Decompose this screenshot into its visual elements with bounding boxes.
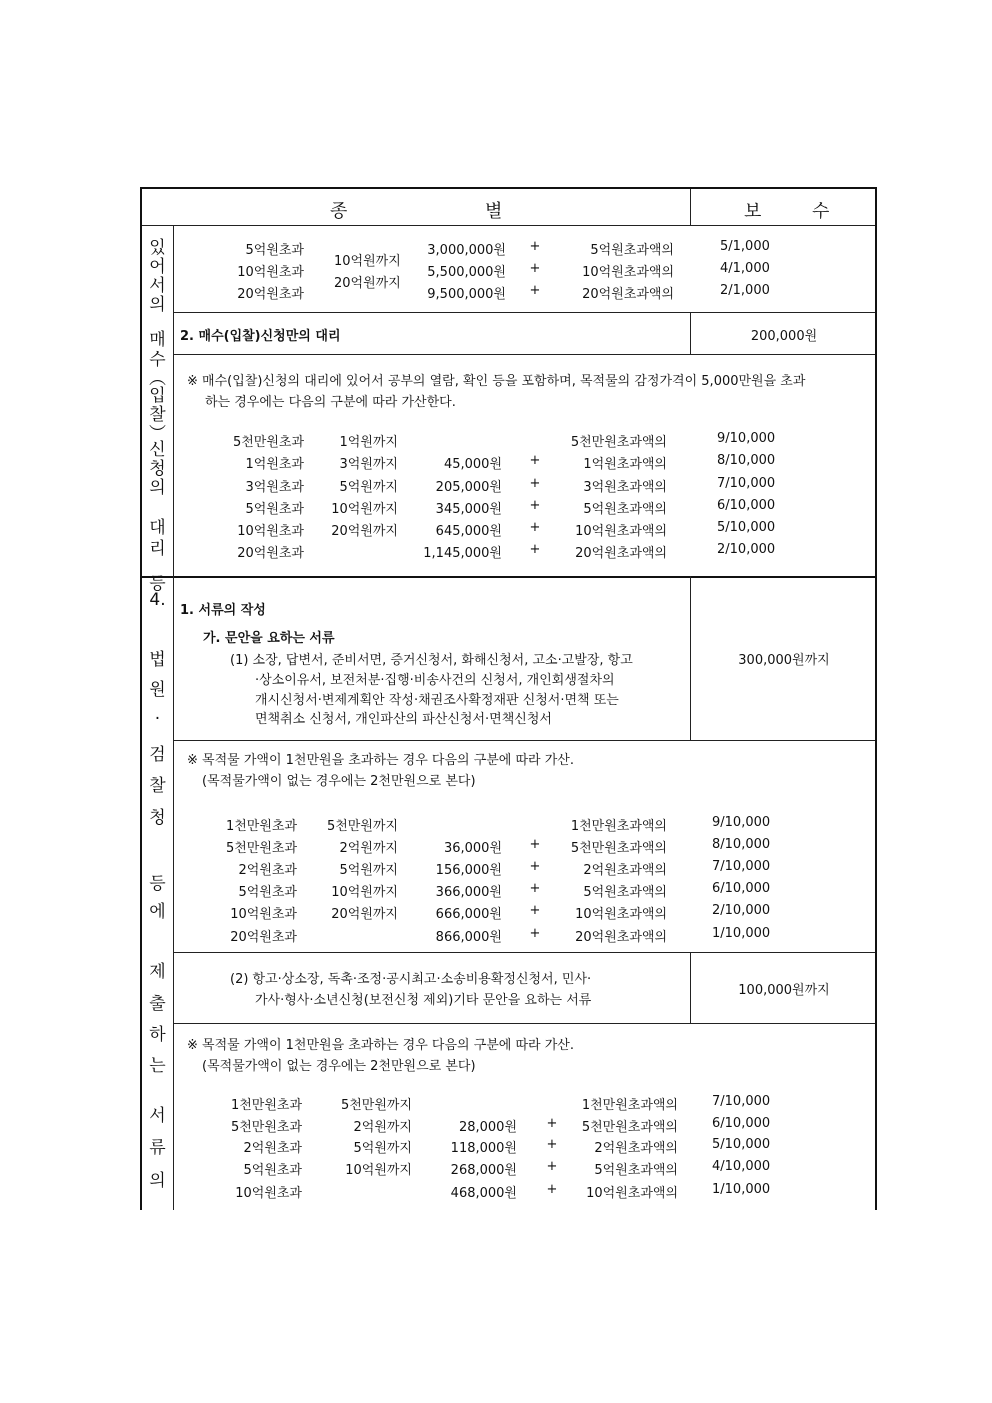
tier-base: 666,000원 [435, 907, 502, 922]
tier-from: 5억원초과 [245, 243, 304, 258]
tier-rate: 7/10,000 [717, 476, 776, 491]
tier-to: 5억원까지 [339, 480, 398, 495]
vchar: 검 [149, 745, 166, 765]
tier-base: 268,000원 [450, 1163, 517, 1178]
tier-rate: 7/10,000 [712, 1094, 771, 1109]
item-title: 2. 매수(입찰)신청만의 대리 [180, 329, 341, 344]
tier-excess: 5천만원초과액의 [570, 435, 667, 450]
vchar: 서 [149, 276, 166, 296]
vchar: 청 [149, 808, 166, 828]
tier-excess: 5억원초과액의 [590, 243, 674, 258]
tier-op: + [529, 837, 541, 852]
item-title: 1. 서류의 작성 [180, 603, 266, 618]
tier-rate: 1/10,000 [712, 1182, 771, 1197]
tier-rate: 2/10,000 [712, 903, 771, 918]
tier-from: 1억원초과 [245, 457, 304, 472]
tier-excess: 10억원초과액의 [586, 1186, 678, 1201]
tier-op: + [529, 926, 541, 941]
tier-excess: 20억원초과액의 [582, 287, 674, 302]
tier-base: 9,500,000원 [427, 287, 506, 302]
tier-to: 10억원까지 [334, 254, 401, 269]
note-text: (목적물가액이 없는 경우에는 2천만원으로 본다) [202, 774, 476, 789]
tier-excess: 5천만원초과액의 [581, 1120, 678, 1135]
tier-excess: 1억원초과액의 [583, 457, 667, 472]
row-divider [142, 225, 875, 226]
tier-op: + [529, 520, 541, 535]
tier-to: 1억원까지 [339, 435, 398, 450]
note-text: ※ 목적물 가액이 1천만원을 초과하는 경우 다음의 구분에 따라 가산. [187, 753, 574, 768]
tier-op: + [529, 859, 541, 874]
tier-rate: 8/10,000 [712, 837, 771, 852]
tier-op: + [529, 881, 541, 896]
fee-table [140, 187, 877, 1210]
vchar: 리 [149, 539, 166, 559]
note-text: ※ 목적물 가액이 1천만원을 초과하는 경우 다음의 구분에 따라 가산. [187, 1038, 574, 1053]
vchar: 찰 [149, 405, 166, 425]
tier-rate: 4/1,000 [720, 261, 770, 276]
tier-to: 10억원까지 [331, 502, 398, 517]
vchar: 청 [149, 459, 166, 479]
tier-from: 2억원초과 [243, 1141, 302, 1156]
tier-rate: 7/10,000 [712, 859, 771, 874]
tier-base: 3,000,000원 [427, 243, 506, 258]
row-divider [173, 1023, 875, 1024]
tier-from: 10억원초과 [237, 524, 304, 539]
vchar: 있 [149, 238, 166, 258]
tier-excess: 10억원초과액의 [575, 524, 667, 539]
header-type-label-b: 별 [485, 201, 503, 222]
tier-rate: 6/10,000 [717, 498, 776, 513]
vchar: 하 [149, 1025, 166, 1045]
tier-from: 5억원초과 [245, 502, 304, 517]
vchar: 어 [149, 257, 166, 277]
vchar: 대 [149, 518, 166, 538]
vchar: 신 [149, 440, 166, 460]
tier-to: 5천만원까지 [340, 1098, 412, 1113]
tier-from: 5억원초과 [238, 885, 297, 900]
tier-to: 10억원까지 [345, 1163, 412, 1178]
tier-excess: 2억원초과액의 [594, 1141, 678, 1156]
vchar: 수 [149, 350, 166, 370]
tier-excess: 2억원초과액의 [583, 863, 667, 878]
vchar: 에 [149, 902, 166, 922]
tier-base: 36,000원 [443, 841, 502, 856]
vchar: 출 [149, 994, 166, 1014]
header-fee-label-b: 수 [812, 201, 830, 222]
tier-op: + [529, 261, 541, 276]
vchar: 의 [149, 478, 166, 498]
tier-base: 468,000원 [450, 1186, 517, 1201]
vchar: 서 [149, 1106, 166, 1126]
tier-excess: 5천만원초과액의 [570, 841, 667, 856]
tier-op: + [546, 1116, 558, 1131]
tier-excess: 5억원초과액의 [594, 1163, 678, 1178]
tier-op: + [546, 1159, 558, 1174]
vchar: 등 [149, 874, 166, 894]
tier-excess: 5억원초과액의 [583, 502, 667, 517]
tier-op: + [529, 476, 541, 491]
item-fee: 300,000원까지 [738, 653, 830, 668]
tier-to: 10억원까지 [331, 885, 398, 900]
tier-from: 5억원초과 [243, 1163, 302, 1178]
vchar: 법 [149, 650, 166, 670]
item-fee: 200,000원 [750, 329, 818, 344]
tier-op: + [529, 453, 541, 468]
doc-list-line: (1) 소장, 답변서, 준비서면, 증거신청서, 화해신청서, 고소·고발장, 항고 [230, 653, 633, 668]
tier-base: 5,500,000원 [427, 265, 506, 280]
tier-to: 20억원까지 [331, 524, 398, 539]
tier-base: 118,000원 [450, 1141, 517, 1156]
item-fee: 100,000원까지 [738, 983, 830, 998]
tier-rate: 9/10,000 [717, 431, 776, 446]
tier-from: 3억원초과 [245, 480, 304, 495]
row-divider [173, 740, 875, 741]
note-text: 하는 경우에는 다음의 구분에 따라 가산한다. [205, 395, 456, 410]
tier-excess: 10억원초과액의 [575, 907, 667, 922]
tier-from: 10억원초과 [230, 907, 297, 922]
section3-vertical-label [142, 233, 173, 594]
doc-list-line: 면책취소 신청서, 개인파산의 파산신청서·면책신청서 [255, 712, 552, 727]
tier-base: 1,145,000원 [423, 546, 502, 561]
tier-from: 20억원초과 [237, 546, 304, 561]
vchar: 는 [149, 1056, 166, 1076]
vchar: ︵ [149, 369, 166, 389]
tier-rate: 1/10,000 [712, 926, 771, 941]
tier-from: 20억원초과 [230, 930, 297, 945]
tier-to: 20억원까지 [331, 907, 398, 922]
col-divider [173, 225, 174, 1210]
row-divider [173, 354, 875, 355]
tier-op: + [529, 239, 541, 254]
tier-rate: 4/10,000 [712, 1159, 771, 1174]
tier-op: + [529, 498, 541, 513]
header-fee-label-a: 보 [744, 201, 762, 222]
tier-from: 5천만원초과 [225, 841, 297, 856]
tier-rate: 6/10,000 [712, 1116, 771, 1131]
tier-rate: 9/10,000 [712, 815, 771, 830]
tier-base: 866,000원 [435, 930, 502, 945]
tier-to: 2억원까지 [353, 1120, 412, 1135]
vchar: · [154, 709, 161, 729]
tier-op: + [529, 542, 541, 557]
col-divider [690, 189, 691, 225]
doc-list-line: 가사·형사·소년신청(보전신청 제외)기타 문안을 요하는 서류 [255, 993, 592, 1008]
vchar: 매 [149, 330, 166, 350]
tier-to: 2억원까지 [339, 841, 398, 856]
tier-rate: 2/10,000 [717, 542, 776, 557]
vchar: 입 [149, 386, 166, 406]
vchar: 4. [149, 590, 166, 610]
doc-list-line: (2) 항고·상소장, 독촉·조정·공시최고·소송비용확정신청서, 민사· [230, 972, 592, 987]
tier-rate: 5/10,000 [717, 520, 776, 535]
tier-to: 5억원까지 [339, 863, 398, 878]
note-text: ※ 매수(입찰)신청의 대리에 있어서 공부의 열람, 확인 등을 포함하며, 목적물의 감정가격이 5,000만원을 초과 [187, 374, 806, 389]
vchar: 의 [149, 295, 166, 315]
tier-from: 1천만원초과 [225, 819, 297, 834]
doc-list-line: 개시신청서·변제계획안 작성·채권조사확정재판 신청서·면책 또는 [255, 693, 619, 708]
tier-to: 3억원까지 [339, 457, 398, 472]
tier-to: 5억원까지 [353, 1141, 412, 1156]
vchar: 의 [149, 1171, 166, 1191]
item-subtitle: 가. 문안을 요하는 서류 [203, 631, 335, 646]
tier-base: 345,000원 [435, 502, 502, 517]
section4-vertical-label [142, 590, 173, 1191]
tier-op: + [546, 1137, 558, 1152]
tier-base: 645,000원 [435, 524, 502, 539]
tier-excess: 1천만원초과액의 [570, 819, 667, 834]
tier-from: 10억원초과 [237, 265, 304, 280]
tier-from: 10억원초과 [235, 1186, 302, 1201]
tier-rate: 5/1,000 [720, 239, 770, 254]
tier-excess: 3억원초과액의 [583, 480, 667, 495]
vchar: 류 [149, 1138, 166, 1158]
tier-base: 366,000원 [435, 885, 502, 900]
tier-base: 156,000원 [435, 863, 502, 878]
tier-excess: 20억원초과액의 [575, 546, 667, 561]
tier-from: 5천만원초과 [230, 1120, 302, 1135]
tier-excess: 5억원초과액의 [583, 885, 667, 900]
row-divider [173, 312, 875, 313]
tier-rate: 2/1,000 [720, 283, 770, 298]
row-divider [173, 952, 875, 953]
tier-op: + [546, 1182, 558, 1197]
tier-to: 20억원까지 [334, 276, 401, 291]
tier-rate: 8/10,000 [717, 453, 776, 468]
tier-base: 205,000원 [435, 480, 502, 495]
vchar: 찰 [149, 776, 166, 796]
tier-from: 2억원초과 [238, 863, 297, 878]
tier-from: 5천만원초과 [232, 435, 304, 450]
tier-base: 45,000원 [443, 457, 502, 472]
header-type-label-a: 종 [330, 201, 348, 222]
tier-base: 28,000원 [458, 1120, 517, 1135]
tier-to: 5천만원까지 [326, 819, 398, 834]
tier-excess: 10억원초과액의 [582, 265, 674, 280]
tier-op: + [529, 903, 541, 918]
vchar: 원 [149, 680, 166, 700]
tier-rate: 6/10,000 [712, 881, 771, 896]
doc-list-line: ·상소이유서, 보전처분·집행·비송사건의 신청서, 개인회생절차의 [255, 673, 615, 688]
tier-from: 20억원초과 [237, 287, 304, 302]
tier-rate: 5/10,000 [712, 1137, 771, 1152]
tier-excess: 20억원초과액의 [575, 930, 667, 945]
tier-op: + [529, 283, 541, 298]
vchar: 제 [149, 962, 166, 982]
tier-from: 1천만원초과 [230, 1098, 302, 1113]
vchar: ︶ [149, 424, 166, 444]
tier-excess: 1천만원초과액의 [581, 1098, 678, 1113]
section-divider [142, 576, 875, 578]
note-text: (목적물가액이 없는 경우에는 2천만원으로 본다) [202, 1059, 476, 1074]
vchar: 등 [149, 574, 166, 594]
